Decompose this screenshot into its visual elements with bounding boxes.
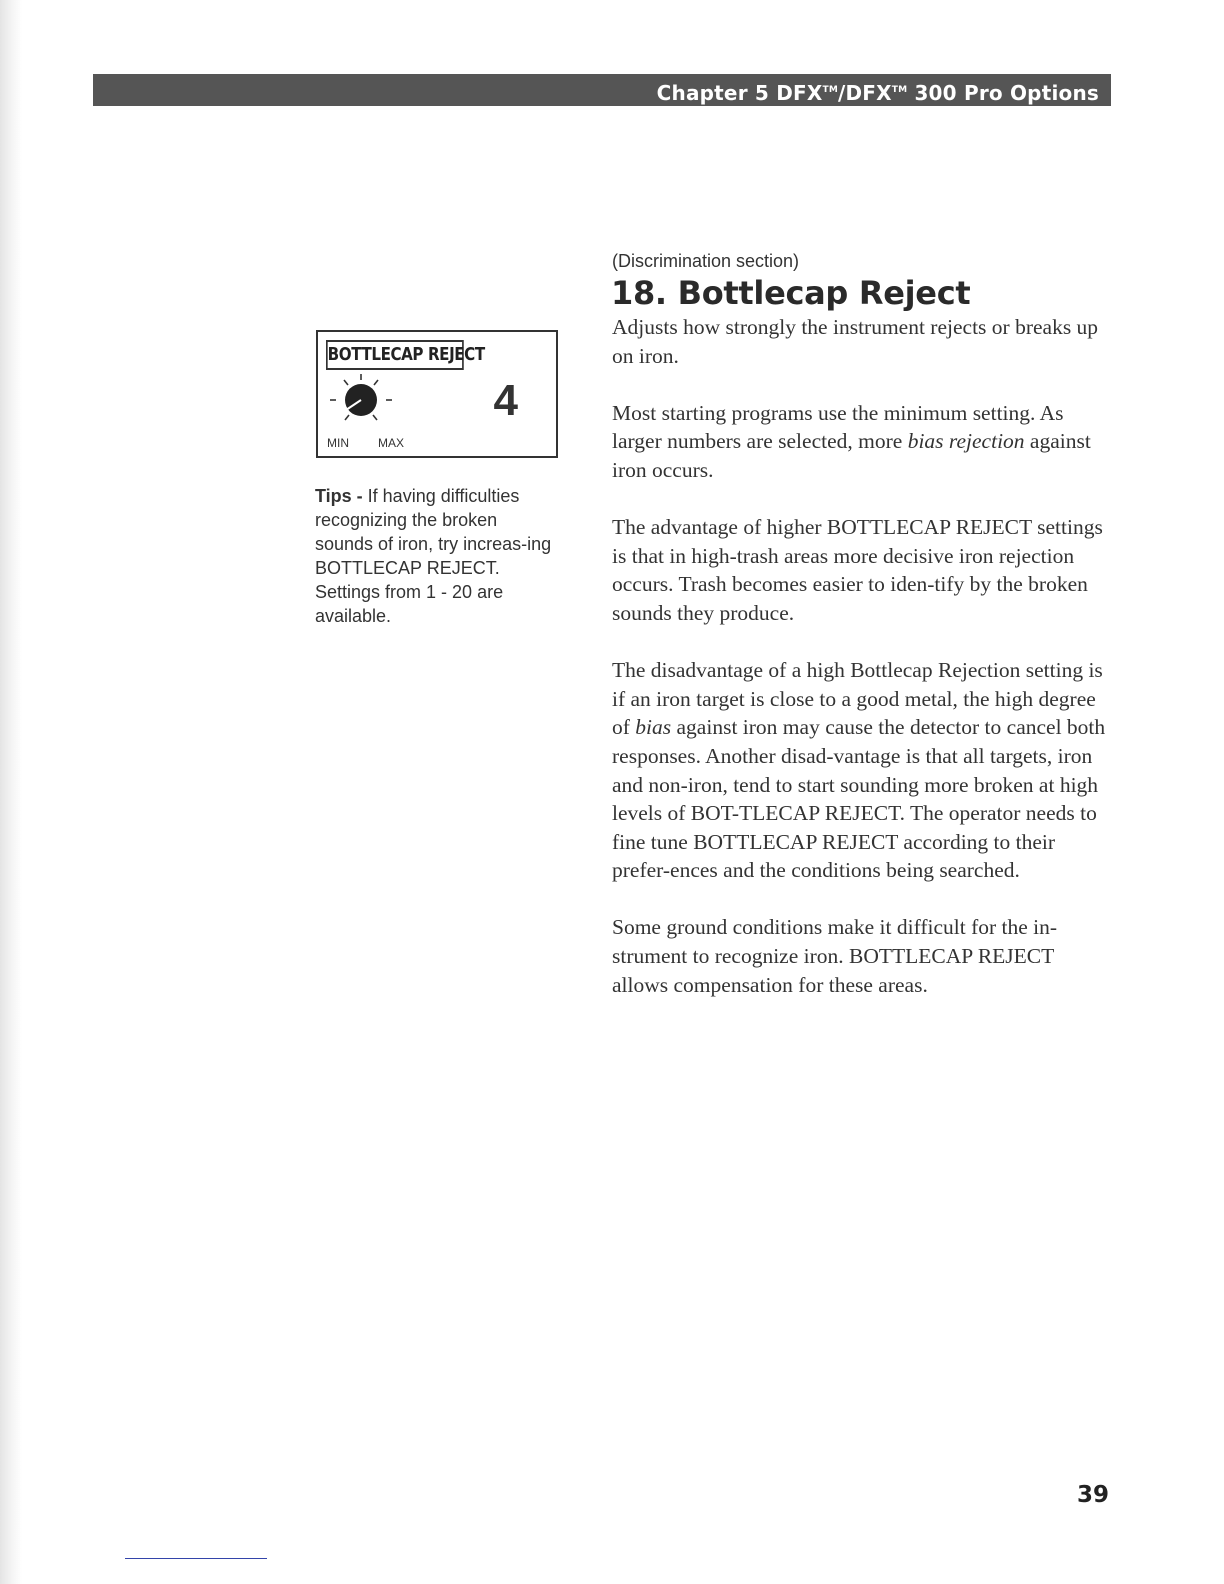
chapter-title-part: Chapter 5 DFX bbox=[656, 81, 823, 105]
emphasis-text: bias bbox=[635, 715, 672, 740]
section-heading: 18. Bottlecap Reject bbox=[611, 274, 971, 312]
tips-label: Tips - bbox=[315, 486, 363, 506]
emphasis-text: bias rejection bbox=[907, 429, 1025, 454]
bottlecap-reject-control-panel bbox=[316, 330, 558, 458]
max-label: MAX bbox=[378, 436, 405, 450]
footer-rule bbox=[125, 1558, 267, 1559]
paragraph bbox=[612, 399, 1112, 485]
paragraph: The advantage of higher BOTTLECAP REJECT settings is that in high-trash areas more decisive iron rejection occurs. Trash becomes easier to iden-tify by the broken sounds they produce. bbox=[612, 515, 1103, 625]
page-edge-shadow bbox=[0, 0, 22, 1584]
chapter-header-bar bbox=[93, 74, 1111, 106]
paragraph: Some ground conditions make it difficult for the in-strument to recognize iron. BOTTLECAP REJECT allows compensation for these areas. bbox=[612, 915, 1058, 997]
control-value-display: 4 bbox=[493, 376, 518, 425]
rotary-knob-icon bbox=[324, 372, 404, 428]
paragraph: Adjusts how strongly the instrument rejects or breaks up on iron. bbox=[612, 315, 1099, 368]
section-label: (Discrimination section) bbox=[612, 251, 800, 271]
paragraph-text: against iron may cause the detector to cancel both responses. Another disad-vantage is that all targets, iron and non-iron, tend to start sounding more broken at high levels of BOT-TLECAP REJECT. The operator needs to fine tune BOTTLECAP REJECT according to their prefer-ences and the conditions being searched. bbox=[612, 715, 1106, 883]
chapter-title-part: 300 Pro Options bbox=[907, 81, 1099, 105]
paragraph bbox=[612, 656, 1112, 885]
page-number: 39 bbox=[1077, 1482, 1110, 1508]
trademark-mark: TM bbox=[822, 85, 838, 95]
paragraph-text: The disadvantage of a high Bottlecap Rejection setting is if an iron target is close to a good metal, the high degree of bbox=[612, 658, 1103, 740]
body-text bbox=[612, 313, 1112, 1028]
tips-text: If having difficulties recognizing the broken sounds of iron, try increas-ing BOTTLECAP REJECT. Settings from 1 - 20 are available. bbox=[315, 486, 552, 626]
chapter-title bbox=[657, 76, 1099, 107]
trademark-mark: TM bbox=[891, 85, 908, 95]
min-label: MIN bbox=[327, 436, 349, 450]
control-panel-title: BOTTLECAP REJECT bbox=[326, 340, 464, 370]
tips-sidebar bbox=[315, 484, 555, 628]
paragraph-text: against iron occurs. bbox=[612, 429, 1091, 482]
chapter-title-part: /DFX bbox=[837, 81, 892, 105]
paragraph-text: Most starting programs use the minimum setting. As larger numbers are selected, more bbox=[612, 400, 1064, 454]
